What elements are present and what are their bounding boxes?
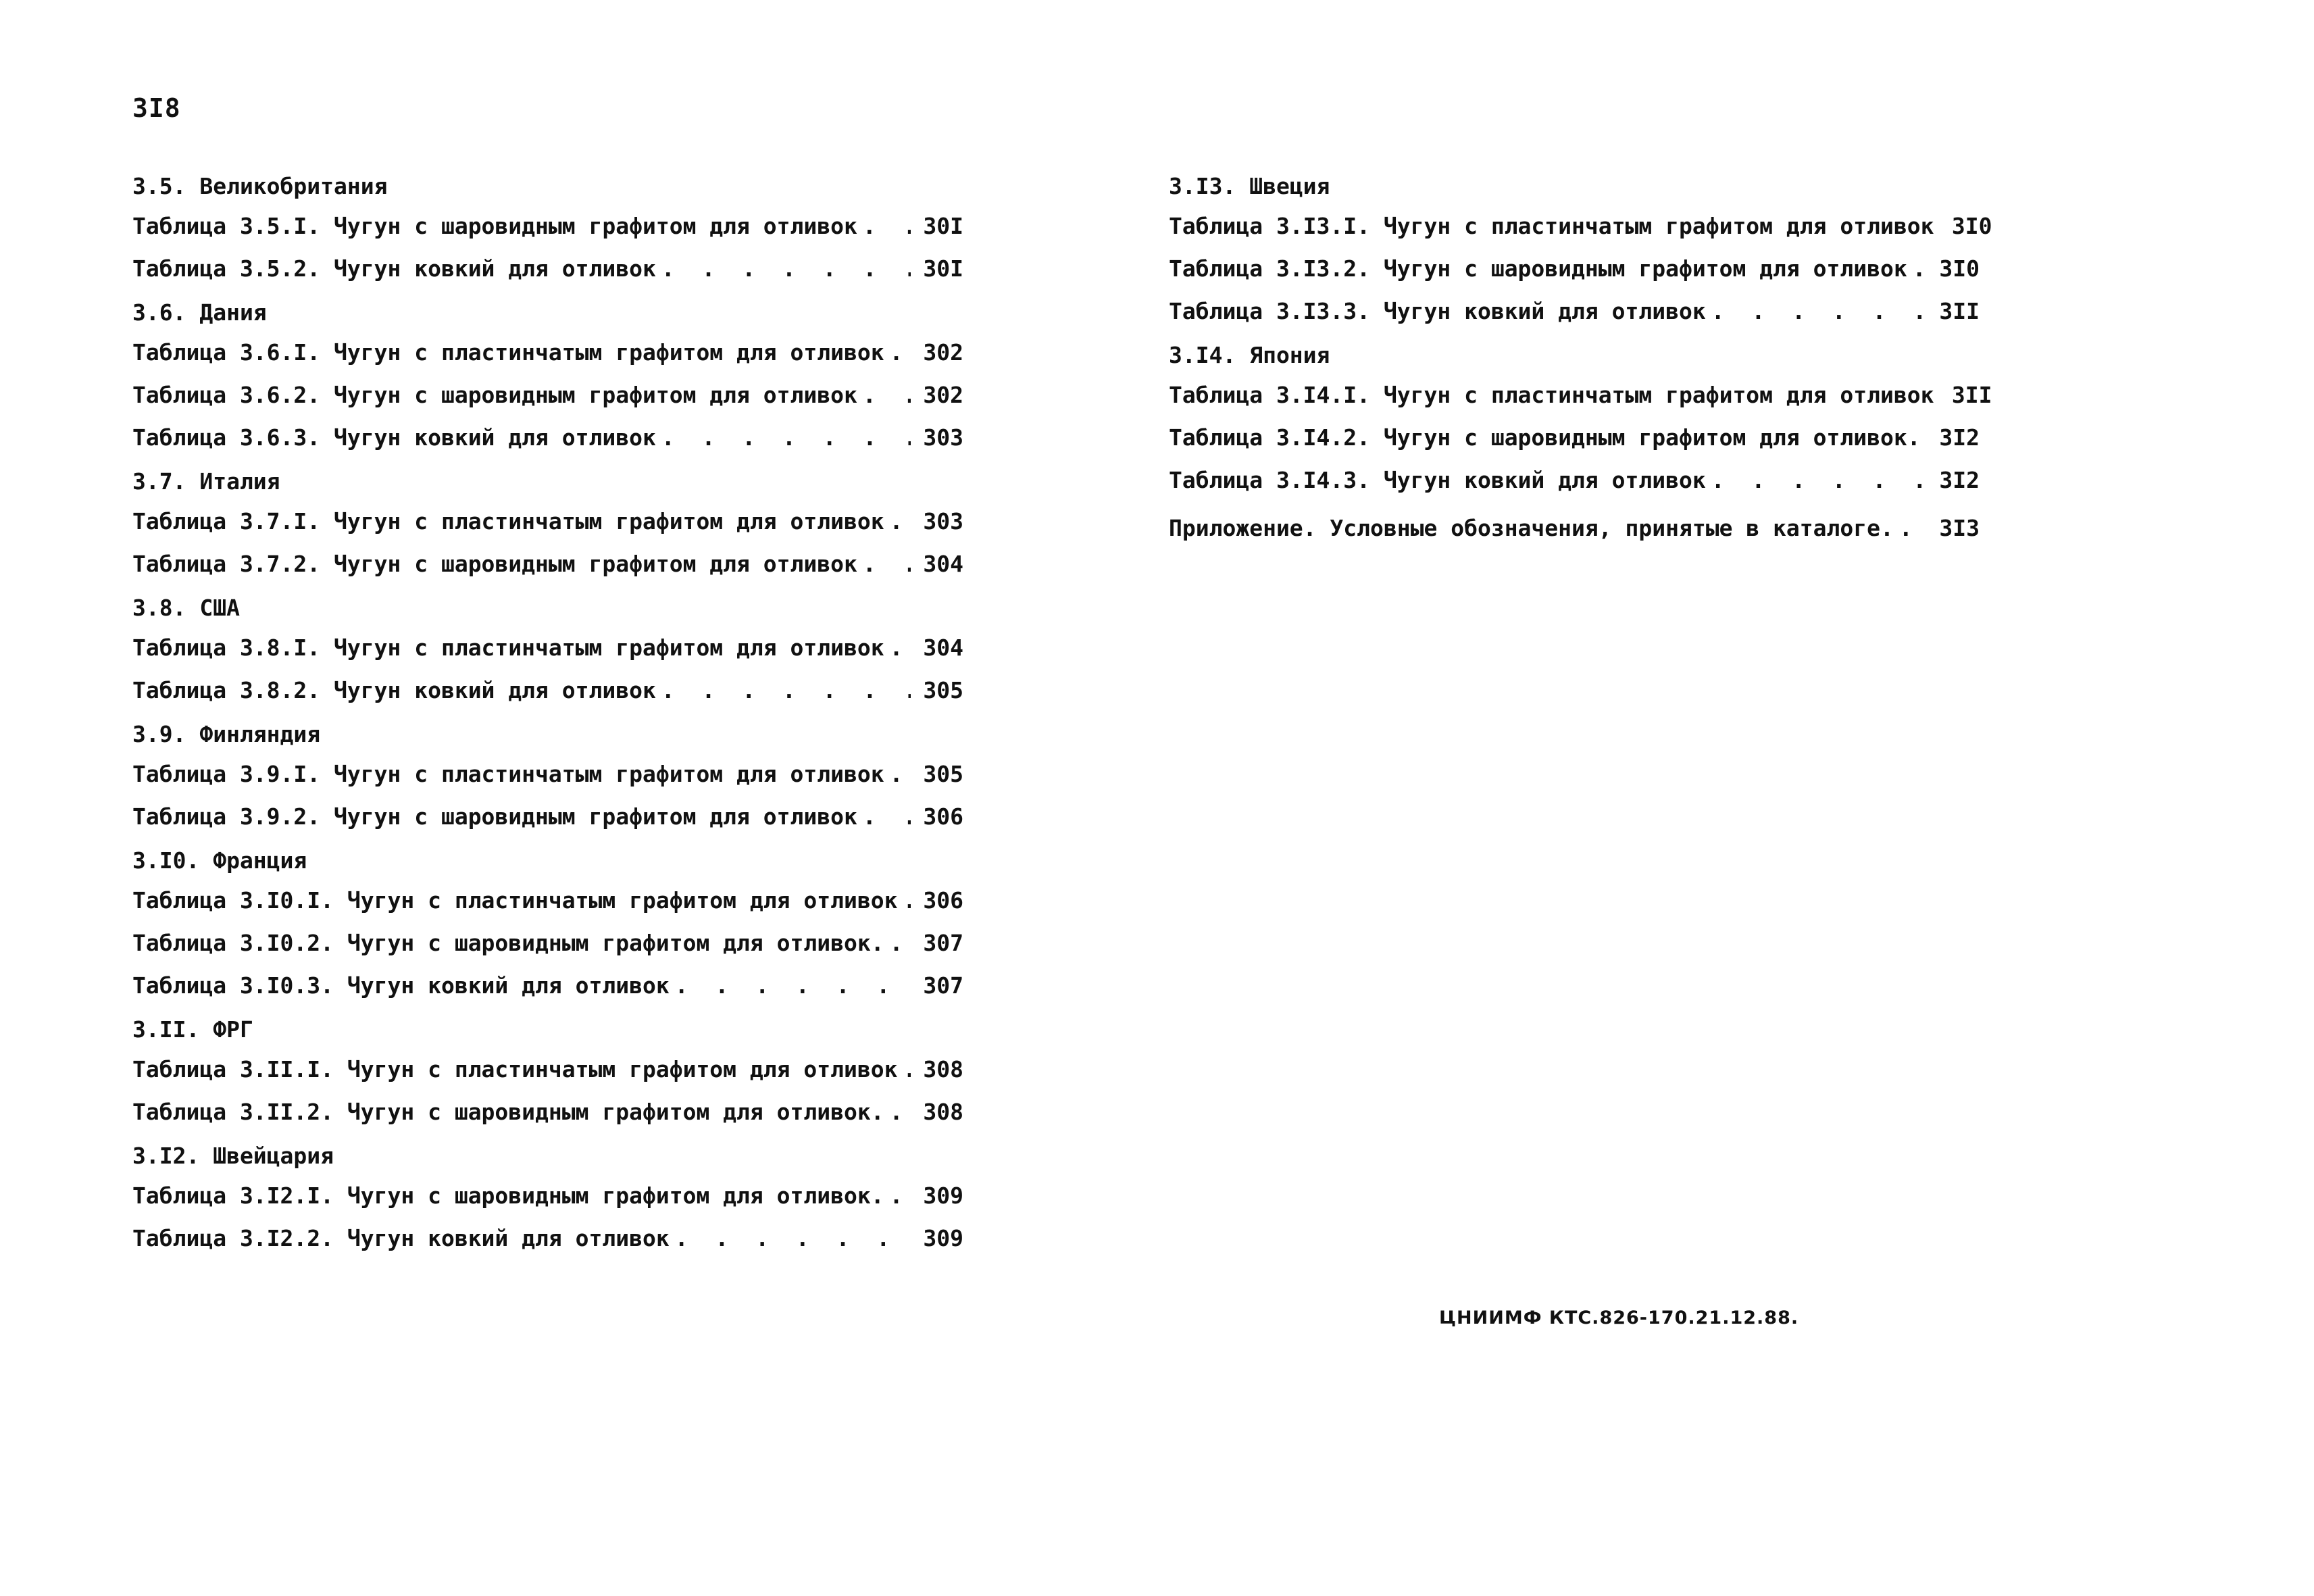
toc-entry-label: Таблица 3.8.2. Чугун ковкий для отливок: [132, 677, 656, 703]
toc-section: [132, 294, 963, 459]
toc-section-title: 3.8. США: [132, 595, 240, 621]
toc-entry-label: Таблица 3.7.2. Чугун с шаровидным графитом для отливок: [132, 551, 857, 577]
toc-entry-label: Таблица 3.5.2. Чугун ковкий для отливок: [132, 255, 656, 282]
toc-entry-page: 305: [923, 677, 963, 703]
toc-leader-dots: [1899, 507, 1927, 549]
toc-section: [1169, 336, 1992, 501]
toc-entry-label: Таблица 3.I3.3. Чугун ковкий для отливок: [1169, 298, 1706, 324]
toc-entry-page: 3II: [1939, 298, 1980, 324]
toc-section-title: 3.II. ФРГ: [132, 1016, 253, 1043]
toc-entry-label: Таблица 3.6.2. Чугун с шаровидным графитом для отливок: [132, 382, 857, 408]
toc-leader-dots: [661, 247, 911, 290]
toc-entry: [1169, 374, 1992, 416]
toc-entry-label: Таблица 3.8.I. Чугун с пластинчатым графитом для отливок: [132, 634, 884, 661]
toc-section-title: 3.5. Великобритания: [132, 173, 388, 199]
toc-leader-dots: [903, 879, 911, 922]
toc-leader-dots: [863, 205, 911, 247]
toc-entry-label: Таблица 3.6.3. Чугун ковкий для отливок: [132, 424, 656, 451]
toc-leader-dots: [1926, 416, 1927, 459]
toc-entry-label: Таблица 3.II.I. Чугун с пластинчатым графитом для отливок: [132, 1056, 898, 1082]
toc-entry-label: Таблица 3.I4.I. Чугун с пластинчатым графитом для отливок: [1169, 382, 1934, 408]
toc-entry-page: 3I2: [1939, 424, 1980, 451]
toc-section: [1169, 168, 1992, 332]
document-code: ЦНИИМФ КТС.826-170.21.12.88.: [1439, 1307, 1799, 1328]
toc-entry: [132, 964, 963, 1007]
toc-entry-page: 3I0: [1939, 255, 1980, 282]
toc-entry-label: Таблица 3.I0.3. Чугун ковкий для отливок: [132, 972, 670, 999]
toc-leader-dots: [890, 1091, 911, 1133]
toc-entry-label: Таблица 3.II.2. Чугун с шаровидным графитом для отливок.: [132, 1099, 884, 1125]
toc-section: [132, 1137, 963, 1260]
toc-entry-page: 302: [923, 339, 963, 366]
toc-entry: [132, 543, 963, 585]
toc-entry-label: Таблица 3.I3.2. Чугун с шаровидным графитом для отливок: [1169, 255, 1907, 282]
toc-entry-label: Таблица 3.I0.I. Чугун с пластинчатым графитом для отливок: [132, 887, 898, 914]
toc-entry: [132, 922, 963, 964]
toc-section-title: 3.9. Финляндия: [132, 721, 321, 747]
toc-entry-page: 309: [923, 1225, 963, 1251]
toc-section: [132, 1011, 963, 1133]
toc-leader-dots: [890, 331, 911, 374]
toc-leader-dots: [1913, 247, 1927, 290]
toc-entry: [1169, 247, 1980, 290]
toc-entry-page: 307: [923, 972, 963, 999]
toc-section-title: 3.7. Италия: [132, 468, 280, 495]
toc-entry-page: 306: [923, 887, 963, 914]
toc-section: [132, 463, 963, 585]
toc-section-title: 3.I0. Франция: [132, 847, 307, 874]
toc-entry: [132, 753, 963, 795]
toc-entry-page: 304: [923, 634, 963, 661]
toc-leader-dots: [890, 1174, 911, 1217]
toc-section-title: 3.I2. Швейцария: [132, 1143, 334, 1169]
toc-entry: [132, 879, 963, 922]
toc-entry-label: Таблица 3.5.I. Чугун с шаровидным графитом для отливок: [132, 213, 857, 239]
toc-entry-label: Таблица 3.9.2. Чугун с шаровидным графитом для отливок: [132, 803, 857, 830]
toc-entry: [1169, 290, 1980, 332]
toc-entry-label: Таблица 3.9.I. Чугун с пластинчатым графитом для отливок: [132, 761, 884, 787]
toc-entry-page: 306: [923, 803, 963, 830]
toc-leader-dots: [661, 669, 911, 712]
toc-entry-page: 30I: [923, 213, 963, 239]
toc-entry-label: Таблица 3.I4.2. Чугун с шаровидным графитом для отливок.: [1169, 424, 1921, 451]
toc-section: [132, 168, 963, 290]
toc-leader-dots: [863, 795, 911, 838]
toc-entry-page: 3I2: [1939, 467, 1980, 493]
toc-section: [132, 842, 963, 1007]
toc-entry-label: Таблица 3.7.I. Чугун с пластинчатым графитом для отливок: [132, 508, 884, 534]
toc-leader-dots: [890, 500, 911, 543]
toc-entry: [1169, 459, 1980, 501]
toc-entry: [132, 374, 963, 416]
toc-entry: [132, 331, 963, 374]
toc-leader-dots: [675, 1217, 911, 1260]
toc-leader-dots: [903, 1048, 911, 1091]
toc-entry-page: 30I: [923, 255, 963, 282]
page-number: 3I8: [132, 93, 181, 123]
toc-entry: [132, 1174, 963, 1217]
toc-entry-page: 308: [923, 1056, 963, 1082]
toc-entry-page: 305: [923, 761, 963, 787]
toc-entry: [132, 500, 963, 543]
toc-leader-dots: [675, 964, 911, 1007]
toc-entry-label: Таблица 3.I4.3. Чугун ковкий для отливок: [1169, 467, 1706, 493]
toc-entry-label: Таблица 3.6.I. Чугун с пластинчатым графитом для отливок: [132, 339, 884, 366]
toc-entry-page: 303: [923, 508, 963, 534]
toc-entry: [1169, 416, 1980, 459]
toc-leader-dots: [863, 543, 911, 585]
toc-left-column: [132, 168, 963, 1264]
toc-entry-appendix: [1169, 507, 1980, 549]
toc-entry-page: 3I0: [1951, 213, 1992, 239]
toc-leader-dots: [890, 922, 911, 964]
toc-entry: [1169, 205, 1992, 247]
toc-entry: [132, 247, 963, 290]
toc-entry-page: 303: [923, 424, 963, 451]
toc-entry-label: Таблица 3.I3.I. Чугун с пластинчатым графитом для отливок: [1169, 213, 1934, 239]
toc-leader-dots: [661, 416, 911, 459]
toc-entry: [132, 1091, 963, 1133]
toc-entry-page: 3I3: [1939, 515, 1980, 541]
toc-section: [132, 716, 963, 838]
toc-section-title: 3.6. Дания: [132, 299, 267, 326]
toc-entry: [132, 1048, 963, 1091]
toc-section-title: 3.I3. Швеция: [1169, 173, 1330, 199]
toc-section: [132, 589, 963, 712]
toc-entry-page: 302: [923, 382, 963, 408]
toc-entry-label: Таблица 3.I2.I. Чугун с шаровидным графитом для отливок.: [132, 1182, 884, 1209]
toc-right-column: [1169, 168, 1992, 549]
toc-entry-page: 309: [923, 1182, 963, 1209]
toc-entry-page: 304: [923, 551, 963, 577]
toc-entry-page: 3II: [1951, 382, 1992, 408]
toc-leader-dots: [890, 626, 911, 669]
toc-leader-dots: [890, 753, 911, 795]
toc-entry-page: 308: [923, 1099, 963, 1125]
toc-entry: [132, 416, 963, 459]
toc-section-title: 3.I4. Япония: [1169, 342, 1330, 368]
toc-entry: [132, 205, 963, 247]
toc-leader-dots: [863, 374, 911, 416]
toc-entry-label: Таблица 3.I0.2. Чугун с шаровидным графитом для отливок.: [132, 930, 884, 956]
toc-entry: [132, 1217, 963, 1260]
toc-entry: [132, 626, 963, 669]
toc-entry-label: Приложение. Условные обозначения, принятые в каталоге.: [1169, 515, 1894, 541]
toc-entry-page: 307: [923, 930, 963, 956]
toc-entry: [132, 795, 963, 838]
toc-leader-dots: [1711, 290, 1927, 332]
toc-entry: [132, 669, 963, 712]
toc-leader-dots: [1711, 459, 1927, 501]
toc-entry-label: Таблица 3.I2.2. Чугун ковкий для отливок: [132, 1225, 670, 1251]
